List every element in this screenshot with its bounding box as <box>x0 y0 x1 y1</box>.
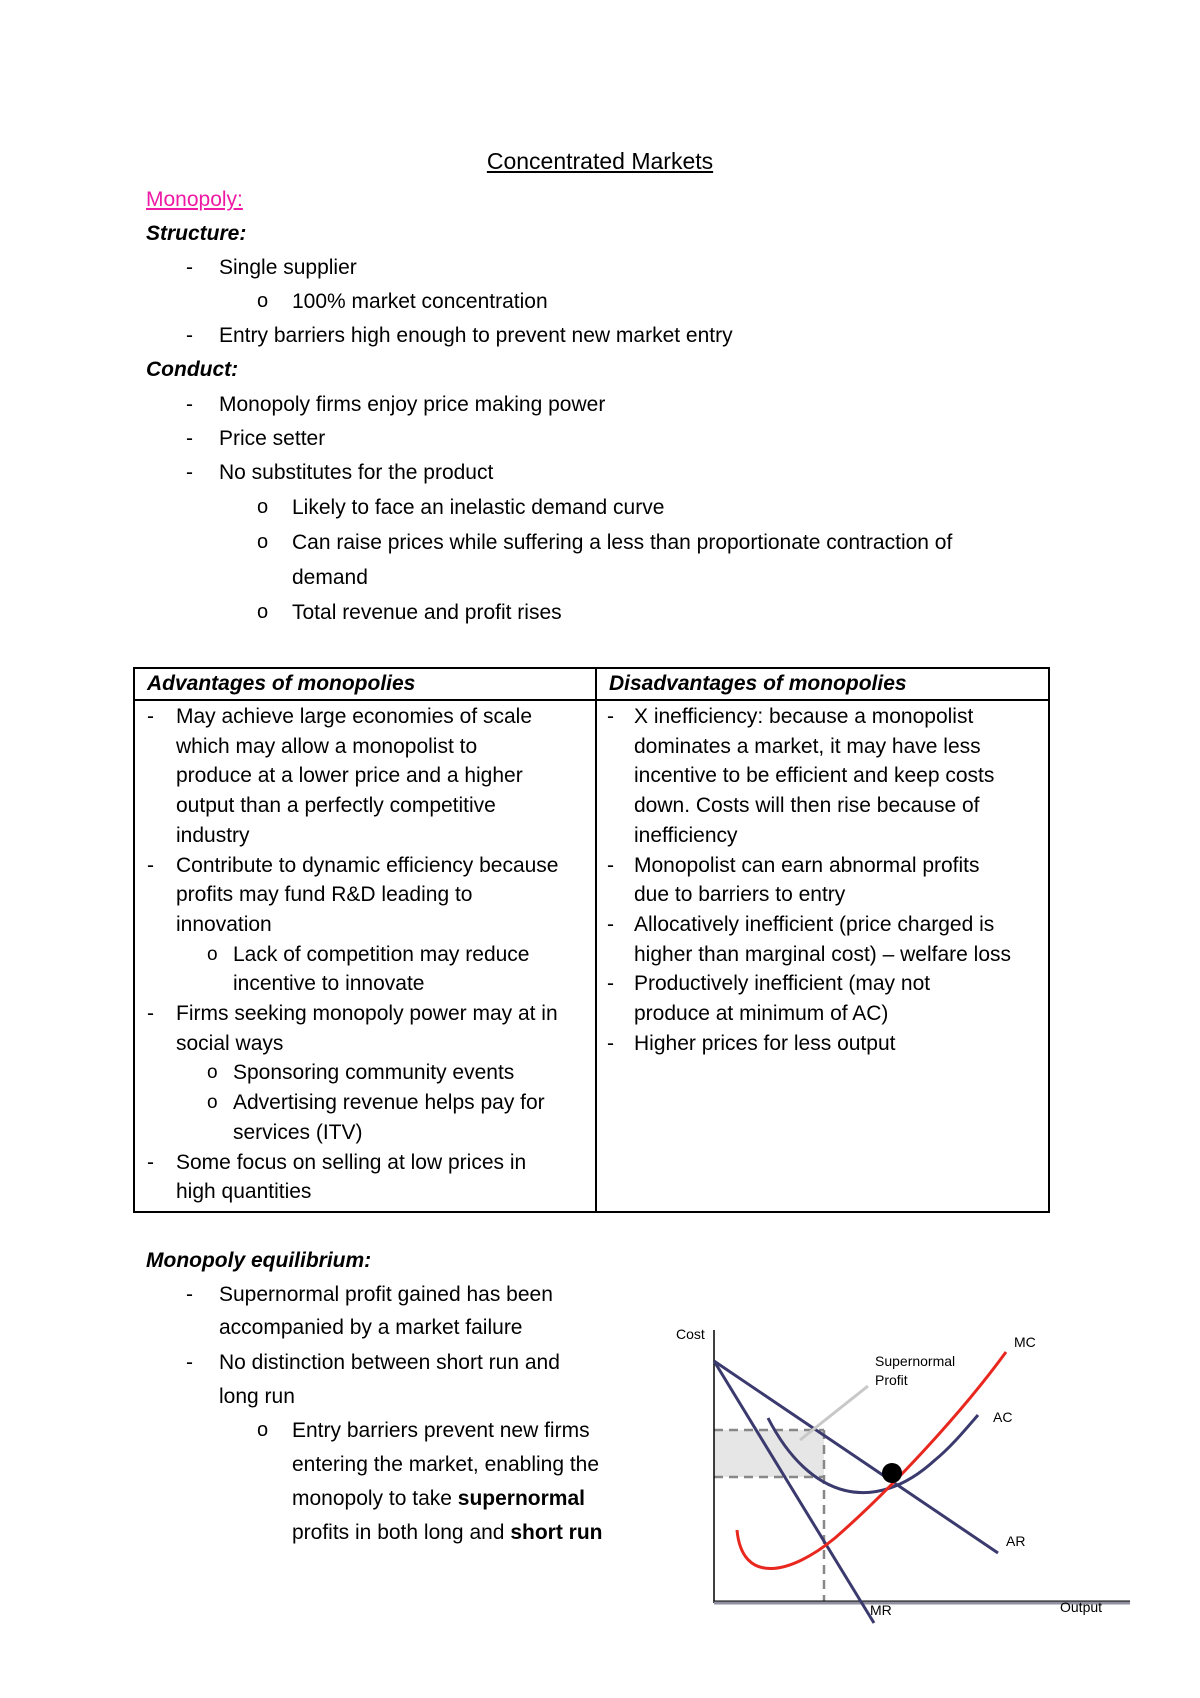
circle-bullet: o <box>257 531 269 553</box>
advantages-disadvantages-table <box>133 667 1050 1213</box>
disadvantage-item: - Monopolist can earn abnormal profits due to barriers to entry <box>607 853 980 907</box>
circle-bullet: o <box>257 496 269 518</box>
equilibrium-item-1-line-1: Supernormal profit gained has been <box>219 1283 553 1306</box>
disadvantage-item: - Higher prices for less output <box>607 1031 896 1055</box>
monopoly-equilibrium-chart <box>660 1300 1140 1640</box>
y-axis-label: Cost <box>676 1326 705 1342</box>
advantage-subitem: o Advertising revenue helps pay for services (ITV) <box>207 1091 545 1144</box>
conduct-heading: Conduct: <box>146 358 239 381</box>
disadvantages-header: Disadvantages of monopolies <box>596 668 1049 700</box>
dash-bullet: - <box>186 256 193 279</box>
dash-bullet: - <box>186 393 193 416</box>
page-title: Concentrated Markets <box>486 148 714 174</box>
dash-bullet: - <box>186 1351 193 1374</box>
equilibrium-item-1-line-2: accompanied by a market failure <box>219 1316 523 1339</box>
equilibrium-point <box>882 1463 902 1483</box>
disadvantage-item: - X inefficiency: because a monopolist dominates a market, it may have less incentive to be efficient and keep costs down. Costs will then rise because of inefficiency <box>607 705 995 847</box>
circle-bullet: o <box>257 290 269 312</box>
advantage-item: - May achieve large economies of scale which may allow a monopolist to produce at a lower price and a higher output than a perfectly competitive industry <box>147 705 533 847</box>
x-axis-label: Output <box>1060 1599 1103 1615</box>
table-header-row <box>134 668 1049 700</box>
conduct-sub-1: Likely to face an inelastic demand curve <box>292 496 665 519</box>
circle-bullet: o <box>257 601 269 623</box>
chart-svg <box>660 1300 1140 1640</box>
dash-bullet: - <box>186 427 193 450</box>
advantages-header: Advantages of monopolies <box>134 668 596 700</box>
conduct-item-3: No substitutes for the product <box>219 461 494 484</box>
equilibrium-heading: Monopoly equilibrium: <box>146 1249 372 1272</box>
mr-label: MR <box>870 1602 892 1618</box>
circle-bullet: o <box>257 1419 269 1441</box>
equilibrium-sub-line-2: entering the market, enabling the <box>292 1453 600 1476</box>
structure-item-2: Entry barriers high enough to prevent new market entry <box>219 324 733 347</box>
monopoly-heading: Monopoly: <box>146 188 243 211</box>
equilibrium-item-2-line-2: long run <box>219 1385 295 1408</box>
dash-bullet: - <box>186 1283 193 1306</box>
equilibrium-sub-line-3: monopoly to take supernormal <box>292 1487 585 1510</box>
mc-label: MC <box>1014 1334 1036 1350</box>
annotation-arrow <box>800 1386 868 1440</box>
advantage-subitem: o Sponsoring community events <box>207 1061 515 1085</box>
structure-heading: Structure: <box>146 222 247 245</box>
advantages-cell <box>134 700 596 1212</box>
equilibrium-item-2-line-1: No distinction between short run and <box>219 1351 560 1374</box>
conduct-item-1: Monopoly firms enjoy price making power <box>219 393 606 416</box>
ac-label: AC <box>993 1409 1013 1425</box>
advantage-item: - Some focus on selling at low prices in high quantities <box>147 1150 527 1204</box>
conduct-sub-3: Total revenue and profit rises <box>292 601 562 624</box>
conduct-sub-2: Can raise prices while suffering a less than proportionate contraction of <box>292 531 953 554</box>
dash-bullet: - <box>186 324 193 347</box>
conduct-sub-2-cont: demand <box>292 566 368 589</box>
structure-sub-1: 100% market concentration <box>292 290 548 313</box>
advantage-subitem: o Lack of competition may reduce incentive to innovate <box>207 942 530 996</box>
equilibrium-sub-line-1: Entry barriers prevent new firms <box>292 1419 590 1442</box>
ar-label: AR <box>1006 1533 1026 1549</box>
advantage-item: - Firms seeking monopoly power may at in social ways <box>147 1002 558 1055</box>
annotation-line-2: Profit <box>875 1372 908 1388</box>
table-row <box>134 700 1049 1212</box>
disadvantages-cell <box>596 700 1049 1212</box>
annotation-line-1: Supernormal <box>875 1353 956 1369</box>
dash-bullet: - <box>186 461 193 484</box>
disadvantage-item: - Productively inefficient (may not produce at minimum of AC) <box>607 972 931 1026</box>
equilibrium-sub-line-4: profits in both long and short run <box>292 1521 603 1544</box>
conduct-item-2: Price setter <box>219 427 326 450</box>
advantage-item: - Contribute to dynamic efficiency because profits may fund R&D leading to innovation <box>147 853 559 936</box>
disadvantage-item: - Allocatively inefficient (price charged is higher than marginal cost) – welfare loss <box>607 912 1012 966</box>
structure-item-1: Single supplier <box>219 256 357 279</box>
